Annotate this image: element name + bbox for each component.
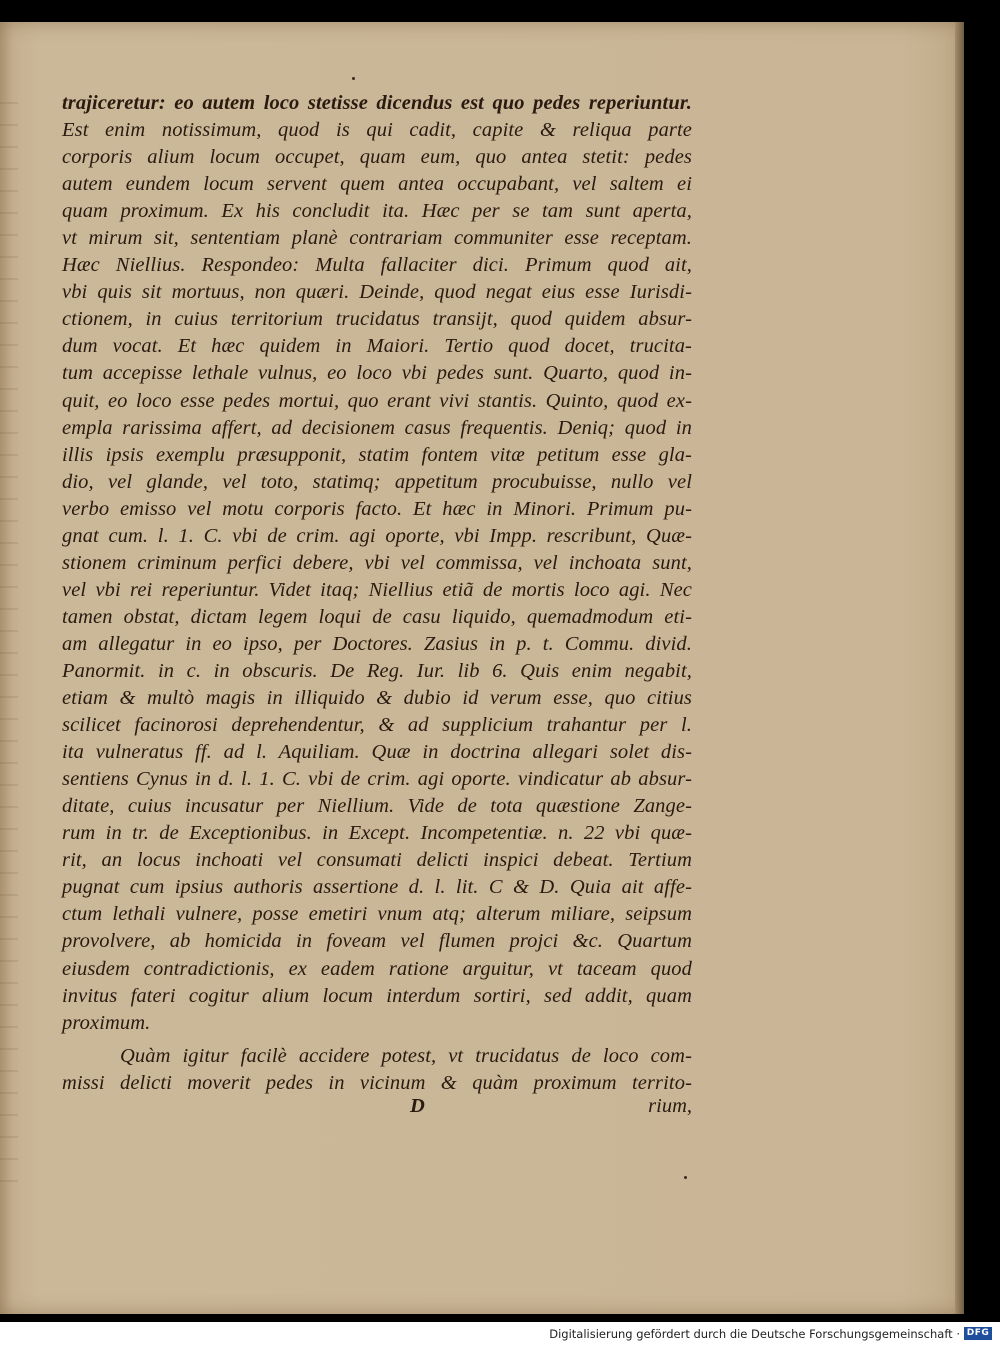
page-edge-shadow	[955, 22, 964, 1314]
text-line: Est enim notissimum, quod is qui cadit, capite & reliqua parte	[62, 119, 692, 142]
text-line: rum in tr. de Exceptionibus. in Except. Incompetentiæ. n. 22 vbi quæ-	[62, 822, 692, 845]
text-line: scilicet facinorosi deprehendentur, & ad supplicium trahantur per l.	[62, 714, 692, 737]
text-line: dum vocat. Et hæc quidem in Maiori. Tertio quod docet, trucita-	[62, 335, 692, 358]
text-line: gnat cum. l. 1. C. vbi de crim. agi oporte, vbi Impp. rescribunt, Quæ-	[62, 524, 692, 547]
text-line: vbi quis sit mortuus, non quæri. Deinde, quod negat eius esse Iurisdi-	[62, 281, 692, 304]
text-line: quam proximum. Ex his concludit ita. Hæc per se tam sunt aperta,	[62, 200, 692, 223]
dfg-logo: DFG	[964, 1327, 992, 1340]
text-line: sentiens Cynus in d. l. 1. C. vbi de crim. agi oporte. vindicatur ab absur-	[62, 768, 692, 791]
text-line: vel vbi rei reperiuntur. Videt itaq; Niellius etiã de mortis loco agi. Nec	[62, 578, 692, 601]
page-footer-marks	[62, 1095, 692, 1125]
text-line: stionem criminum perfici debere, vbi vel commissa, vel inchoata sunt,	[62, 551, 692, 574]
funding-footer	[0, 1322, 1000, 1347]
paragraph-line: missi delicti moverit pedes in vicinum & quàm proximum territo-	[62, 1071, 692, 1094]
page-text	[62, 90, 692, 1097]
text-line: quit, eo loco esse pedes mortui, quo erant vivi stantis. Quinto, quod ex-	[62, 389, 692, 412]
text-line: provolvere, ab homicida in foveam vel flumen projci &c. Quartum	[62, 930, 692, 953]
text-line: am allegatur in eo ipso, per Doctores. Zasius in p. t. Commu. divid.	[62, 632, 692, 655]
signature-mark: D	[410, 1095, 425, 1117]
text-line: rit, an locus inchoati vel consumati delicti inspici debeat. Tertium	[62, 849, 692, 872]
catchword: rium,	[648, 1095, 692, 1117]
text-line: ditate, cuius incusatur per Niellium. Vide de tota quæstione Zange-	[62, 795, 692, 818]
text-line: Panormit. in c. in obscuris. De Reg. Iur. lib 6. Quis enim negabit,	[62, 659, 692, 682]
text-line: invitus fateri cogitur alium locum interdum sortiri, sed addit, quam	[62, 984, 692, 1007]
text-line: verbo emisso vel motu corporis facto. Et hæc in Minori. Primum pu-	[62, 497, 692, 520]
text-line: dio, vel glande, vel toto, statimq; appetitum procubuisse, nullo vel	[62, 470, 692, 493]
text-line: pugnat cum ipsius authoris assertione d. l. lit. C & D. Quia ait affe-	[62, 876, 692, 899]
text-line: Hæc Niellius. Respondeo: Multa fallaciter dici. Primum quod ait,	[62, 254, 692, 277]
ink-speck	[684, 1176, 687, 1179]
page-binding-edge	[0, 82, 18, 1182]
text-line: tum accepisse lethale vulnus, eo loco vbi pedes sunt. Quarto, quod in-	[62, 362, 692, 385]
text-line: ctionem, in cuius territorium trucidatus transijt, quod quidem absur-	[62, 308, 692, 331]
text-line: ita vulneratus ff. ad l. Aquiliam. Quæ in doctrina allegari solet dis-	[62, 741, 692, 764]
text-line: vt mirum sit, sententiam planè contrariam communiter esse receptam.	[62, 227, 692, 250]
paragraph-line: Quàm igitur facilè accidere potest, vt trucidatus de loco com-	[120, 1044, 692, 1067]
text-line: empla rarissima affert, ad decisionem casus frequentis. Deniq; quod in	[62, 416, 692, 439]
text-line: corporis alium locum occupet, quam eum, quo antea stetit: pedes	[62, 146, 692, 169]
text-line: autem eundem locum servent quem antea occupabant, vel saltem ei	[62, 173, 692, 196]
ink-speck	[352, 77, 355, 80]
text-line: ctum lethali vulnere, posse emetiri vnum atq; alterum miliare, seipsum	[62, 903, 692, 926]
funding-notice: Digitalisierung gefördert durch die Deutsche Forschungsgemeinschaft ·	[549, 1327, 960, 1341]
text-line: eiusdem contradictionis, ex eadem ratione arguitur, vt taceam quod	[62, 957, 692, 980]
text-line: illis ipsis exemplu præsupponit, statim fontem vitæ petitum esse gla-	[62, 443, 692, 466]
text-line: tamen obstat, dictam legem loqui de casu liquido, quemadmodum eti-	[62, 605, 692, 628]
text-line: trajiceretur: eo autem loco stetisse dicendus est quo pedes reperiuntur.	[62, 92, 692, 114]
text-line: proximum.	[62, 1011, 151, 1034]
text-line: etiam & multò magis in illiquido & dubio id verum esse, quo citius	[62, 687, 692, 710]
